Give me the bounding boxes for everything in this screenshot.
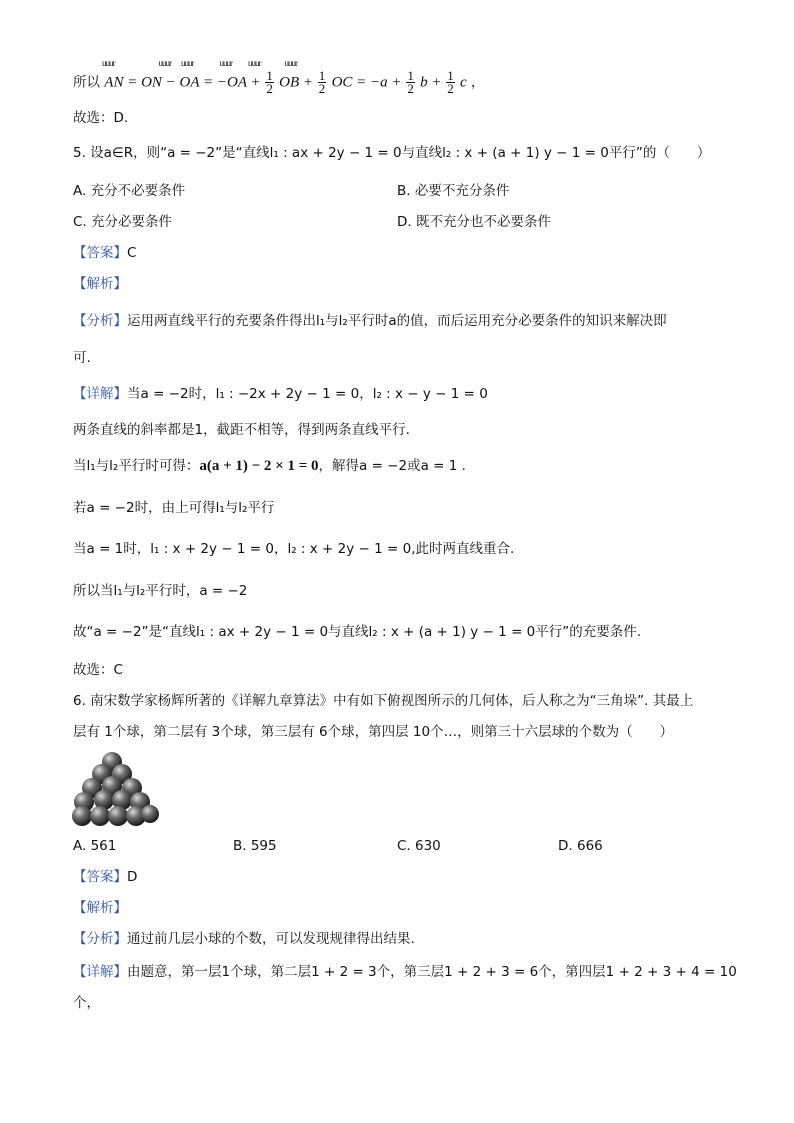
q6-answer-line bbox=[73, 867, 137, 887]
q5-answer: C bbox=[127, 245, 137, 261]
q5-detail-4: 若a = −2时，由上可得l₁与l₂平行 bbox=[73, 500, 275, 516]
q6-fenxi-tag: 【分析】 bbox=[73, 931, 127, 947]
q5-option-d: D. 既不充分也不必要条件 bbox=[397, 214, 551, 230]
q6-analysis-tag: 【解析】 bbox=[73, 900, 127, 916]
q6-answer-tag: 【答案】 bbox=[73, 869, 127, 885]
q5-option-b: B. 必要不充分条件 bbox=[397, 183, 510, 199]
q6-fenxi-text: 通过前几层小球的个数，可以发现规律得出结果. bbox=[127, 931, 415, 947]
prev-tail: ， bbox=[471, 74, 485, 91]
q6-stem-2: 层有 1个球，第二层有 3个球，第三层有 6个球，第四层 10个…，则第三十六层球的个数为（ ） bbox=[73, 724, 674, 740]
prev-formula-b: b + bbox=[420, 74, 446, 91]
prev-formula-oc: OC = −a + bbox=[331, 74, 406, 91]
q5-fenxi-line bbox=[73, 311, 667, 331]
q6-option-c: C. 630 bbox=[397, 838, 441, 854]
q5-detail-3b: a(a + 1) − 2 × 1 = 0 bbox=[199, 458, 319, 474]
q5-answer-tag: 【答案】 bbox=[73, 245, 127, 261]
q5-stem: 5. 设a∈R，则“a = −2”是“直线l₁ : ax + 2y − 1 = 0与直线l₂ : x + (a + 1) y − 1 = 0平行”的（ ） bbox=[73, 145, 711, 161]
q5-fenxi-text: 运用两直线平行的充要条件得出l₁与l₂平行时a的值，而后运用充分必要条件的知识来解决即 bbox=[127, 313, 667, 329]
q6-answer: D bbox=[127, 869, 138, 885]
triangular-ball-stack-figure bbox=[70, 750, 160, 830]
prev-formula-line bbox=[73, 70, 485, 95]
prev-prefix: 所以 bbox=[73, 74, 100, 91]
q5-option-c: C. 充分必要条件 bbox=[73, 214, 173, 230]
q6-xiangjie-tag: 【详解】 bbox=[73, 964, 127, 980]
q5-detail-3c: ，解得a = −2或a = 1 . bbox=[318, 458, 466, 474]
q5-answer-line bbox=[73, 243, 136, 263]
q5-fenxi-tag: 【分析】 bbox=[73, 313, 127, 329]
q6-detail-line-1 bbox=[73, 962, 737, 982]
q6-stem-1: 6. 南宋数学家杨辉所著的《详解九章算法》中有如下俯视图所示的几何体，后人称之为“三角垛”. 其最上 bbox=[73, 693, 694, 709]
ball-layer-front bbox=[72, 805, 159, 826]
q5-option-a: A. 充分不必要条件 bbox=[73, 183, 186, 199]
q5-detail-8: 故选：C bbox=[73, 662, 123, 678]
fraction-half-4: $\frac{1}{2}$ bbox=[447, 68, 454, 96]
ball-layer-back bbox=[82, 752, 142, 798]
q5-detail-2: 两条直线的斜率都是1，截距不相等，得到两条直线平行. bbox=[73, 422, 410, 438]
prev-formula-ob: OB + bbox=[279, 74, 317, 91]
prev-answer: 故选：D. bbox=[73, 110, 129, 126]
fraction-half-2: $\frac{1}{2}$ bbox=[318, 68, 326, 96]
prev-formula-c: c bbox=[460, 74, 467, 91]
q5-fenxi-cont: 可. bbox=[73, 350, 91, 366]
q5-detail-7: 故“a = −2”是“直线l₁ : ax + 2y − 1 = 0与直线l₂ : x + (a + 1) y − 1 = 0平行”的充要条件. bbox=[73, 624, 642, 640]
q5-detail-line-1 bbox=[73, 384, 488, 404]
q6-option-d: D. 666 bbox=[558, 838, 603, 854]
fraction-half-3: $\frac{1}{2}$ bbox=[407, 68, 414, 96]
q5-detail-1: 当a = −2时，l₁ : −2x + 2y − 1 = 0，l₂ : x − y − 1 = 0 bbox=[127, 386, 488, 402]
fraction-half-1: $\frac{1}{2}$ bbox=[266, 68, 273, 96]
q5-analysis-tag: 【解析】 bbox=[73, 276, 127, 292]
q5-detail-5: 当a = 1时，l₁ : x + 2y − 1 = 0，l₂ : x + 2y − 1 = 0,此时两直线重合. bbox=[73, 541, 515, 557]
q5-detail-line-3 bbox=[73, 456, 466, 476]
q6-option-b: B. 595 bbox=[233, 838, 277, 854]
prev-formula-left: AN = ON − OA = −OA + bbox=[104, 74, 265, 91]
vector-hat-marks: uuur uuur uuur uuur uuur uuur bbox=[102, 58, 297, 68]
q5-detail-3a: 当l₁与l₂平行时可得： bbox=[73, 458, 200, 474]
q6-detail-2: 个， bbox=[73, 995, 100, 1011]
q6-fenxi-line bbox=[73, 929, 415, 949]
q6-detail-1: 由题意，第一层1个球，第二层1 + 2 = 3个，第三层1 + 2 + 3 = 6个，第四层1 + 2 + 3 + 4 = 10 bbox=[127, 964, 737, 980]
q5-detail-6: 所以当l₁与l₂平行时，a = −2 bbox=[73, 583, 248, 599]
q6-option-a: A. 561 bbox=[73, 838, 117, 854]
q5-xiangjie-tag: 【详解】 bbox=[73, 386, 127, 402]
